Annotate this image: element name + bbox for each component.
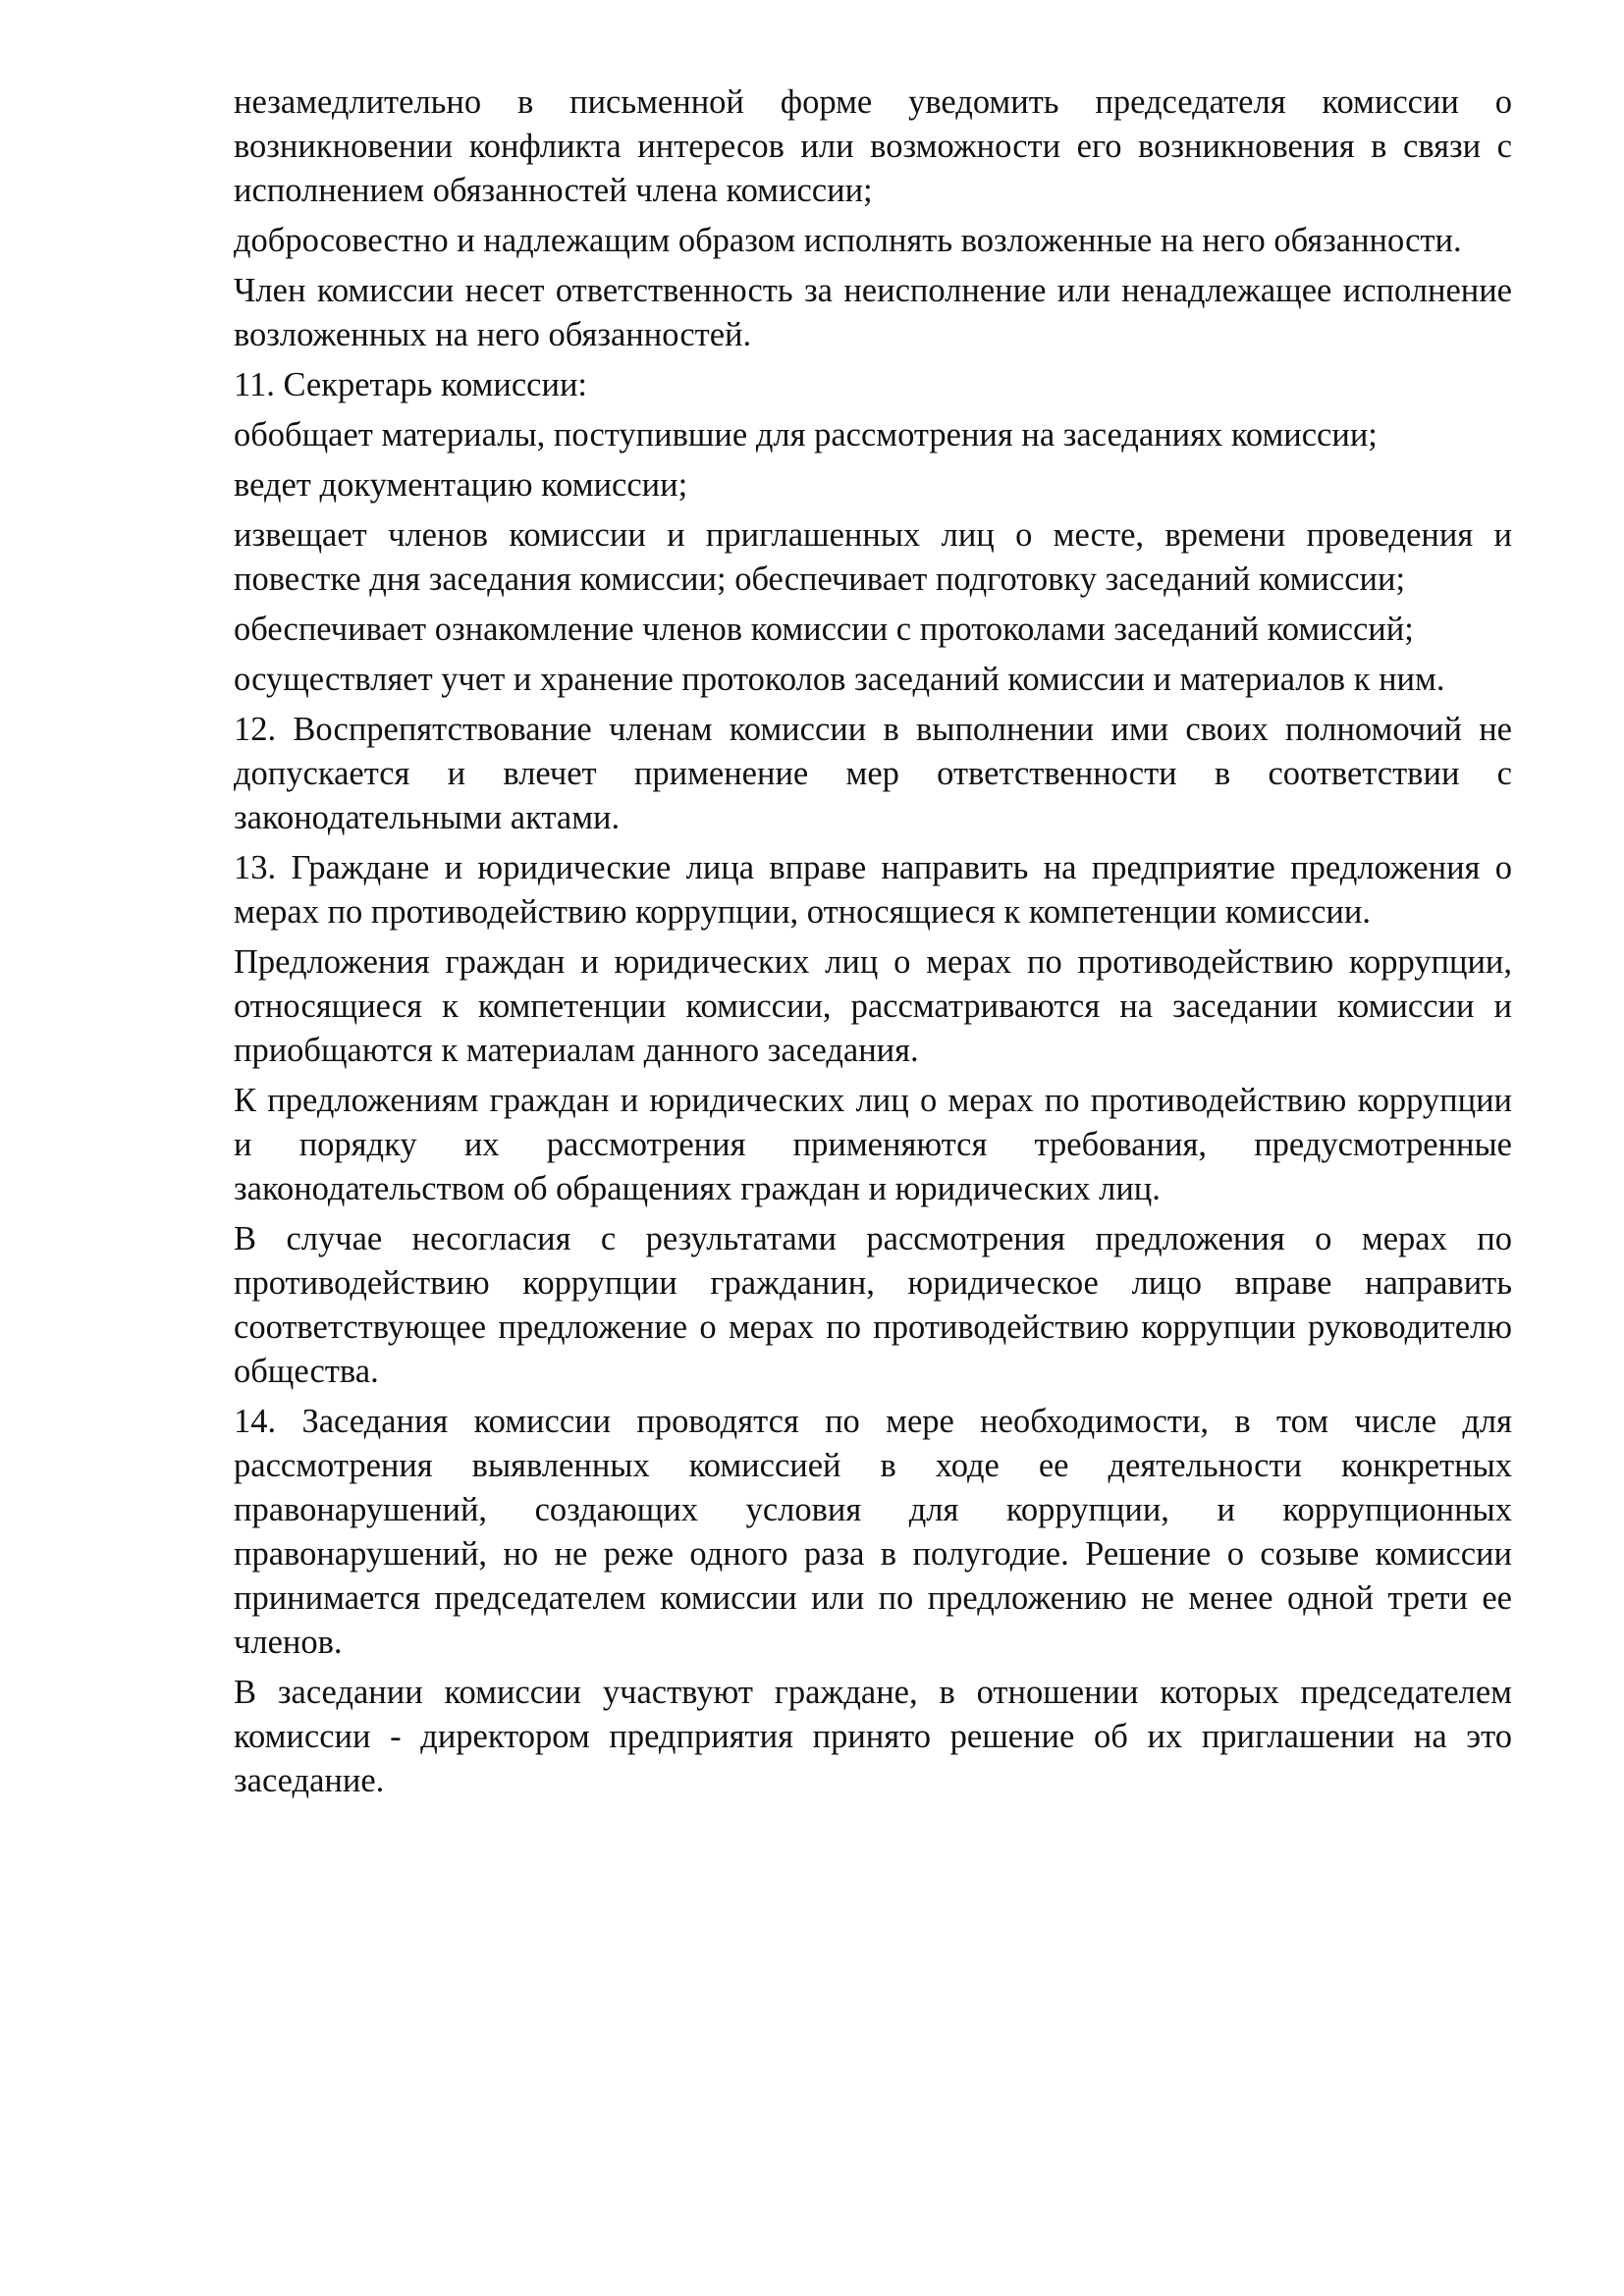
document-body	[234, 80, 1512, 1809]
paragraph-proposals-review: Предложения граждан и юридических лиц о мерах по противодействию коррупции, относящиеся к компетенции комиссии, рассматриваются на заседании комиссии и приобщаются к материалам данного заседания.	[234, 943, 1512, 1069]
paragraph-perform-duties: добросовестно и надлежащим образом исполнять возложенные на него обязанности.	[234, 222, 1462, 259]
paragraph-secretary-notifies: извещает членов комиссии и приглашенных лиц о месте, времени проведения и повестке дня заседания комиссии; обеспечивает подготовку заседаний комиссии;	[234, 516, 1512, 598]
paragraph-secretary-materials: обобщает материалы, поступившие для рассмотрения на заседаниях комиссии;	[234, 416, 1378, 454]
section-12-obstruction: 12. Воспрепятствование членам комиссии в выполнении ими своих полномочий не допускается и влечет применение мер ответственности в соответствии с законодательными актами.	[234, 711, 1512, 836]
paragraph-meeting-participants: В заседании комиссии участвуют граждане, в отношении которых председателем комиссии - директором предприятия принято решение об их приглашении на это заседание.	[234, 1674, 1512, 1799]
section-14-meetings: 14. Заседания комиссии проводятся по мере необходимости, в том числе для рассмотрения выявленных комиссией в ходе ее деятельности конкретных правонарушений, создающих условия для коррупции, и коррупционных правонарушений, но не реже одного раза в полугодие. Решение о созыве комиссии принимается председателем комиссии или по предложению не менее одной трети ее членов.	[234, 1403, 1512, 1661]
paragraph-secretary-familiarization: обеспечивает ознакомление членов комиссии с протоколами заседаний комиссий;	[234, 611, 1414, 648]
section-13-proposals: 13. Граждане и юридические лица вправе направить на предприятие предложения о мерах по противодействию коррупции, относящиеся к компетенции комиссии.	[234, 849, 1512, 931]
paragraph-secretary-records: осуществляет учет и хранение протоколов заседаний комиссии и материалов к ним.	[234, 661, 1445, 698]
paragraph-notify-chairman: незамедлительно в письменной форме уведомить председателя комиссии о возникновении конфликта интересов или возможности его возникновения в связи с исполнением обязанностей члена комиссии;	[234, 83, 1512, 209]
paragraph-member-responsibility: Член комиссии несет ответственность за неисполнение или ненадлежащее исполнение возложенных на него обязанностей.	[234, 272, 1512, 353]
paragraph-proposals-disagreement: В случае несогласия с результатами рассмотрения предложения о мерах по противодействию коррупции гражданин, юридическое лицо вправе направить соответствующее предложение о мерах по противодействию коррупции руководителю общества.	[234, 1220, 1512, 1390]
paragraph-proposals-requirements: К предложениям граждан и юридических лиц о мерах по противодействию коррупции и порядку их рассмотрения применяются требования, предусмотренные законодательством об обращениях граждан и юридических лиц.	[234, 1082, 1512, 1207]
section-heading-secretary: 11. Секретарь комиссии:	[234, 366, 587, 403]
paragraph-secretary-documentation: ведет документацию комиссии;	[234, 466, 688, 504]
